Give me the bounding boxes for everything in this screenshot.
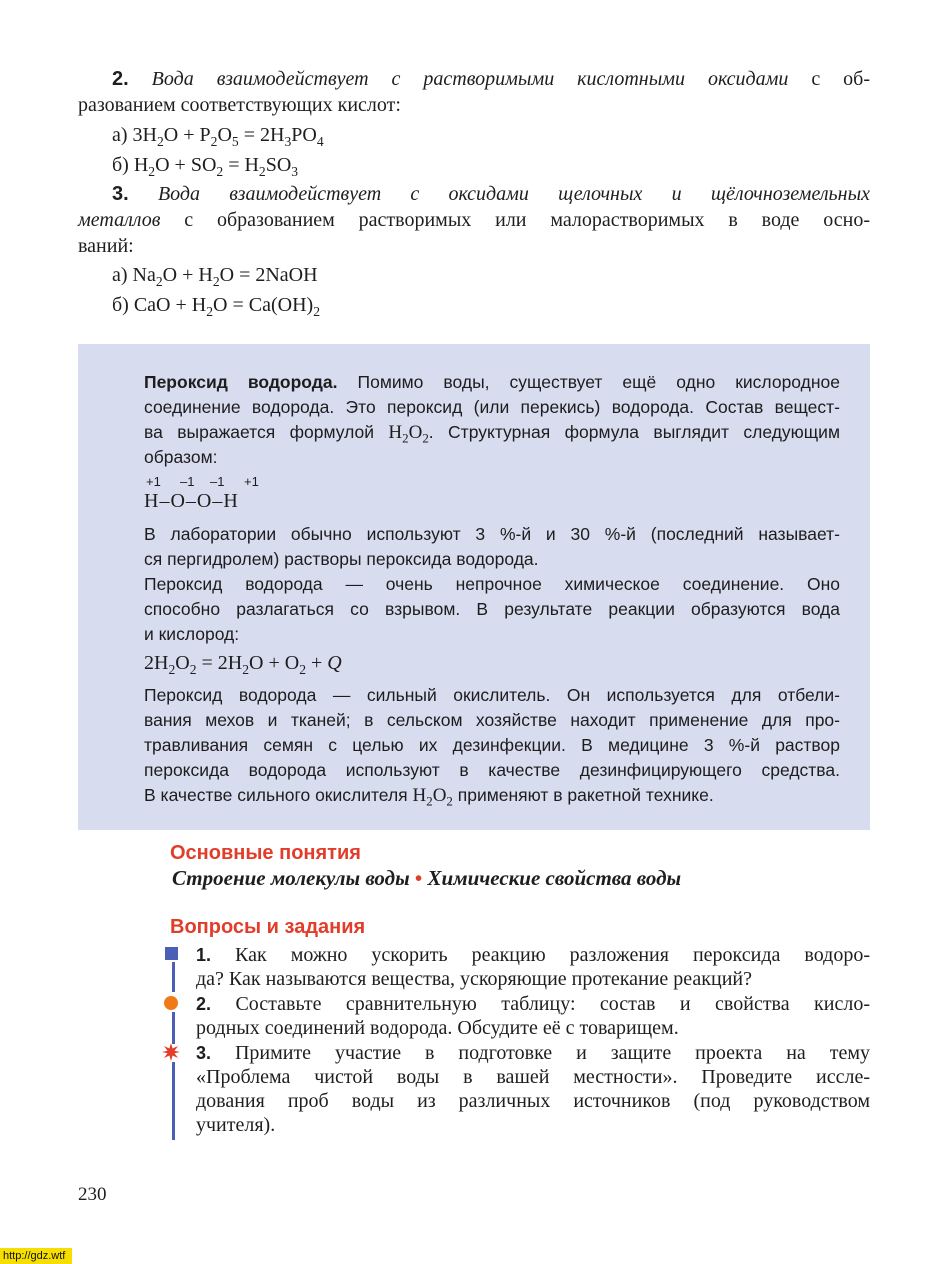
peroxide-intro-line-2: соединение водорода. Это пероксид (или перекись) водорода. Состав вещест- — [144, 397, 840, 417]
paragraph-3-line-1: 3. Вода взаимодействует с оксидами щелочных и щёлочноземельных — [112, 183, 870, 205]
peroxide-intro-line-3: ва выражается формулой $H_2O_2$. Структурная формула выглядит следующим — [144, 422, 840, 446]
key-concepts-heading: Основные понятия — [170, 842, 361, 864]
oxidation-state-o2: –1 — [210, 474, 225, 489]
oxidizer-last-line: В качестве сильного окислителя $H_2O_2$ применяют в ракетной технике. — [144, 785, 714, 809]
oxidation-states — [144, 474, 284, 490]
marker-line-1 — [172, 962, 175, 992]
oxidizer-paragraph: Пероксид водорода — сильный окислитель. Он используется для отбели- вания мехов и тканей; в сельском хозяйстве находит применение для про- травливания семян с целью их дезинфекции. В медицине 3 %-й раствор пероксида водорода используют в качестве дезинфицирующего средства. В качестве сильного окислителя $H_2O_2$ применяют в ракетной технике. — [144, 685, 840, 809]
source-link[interactable]: http://gdz.wtf — [0, 1248, 72, 1264]
oxidation-state-h1: +1 — [146, 474, 161, 489]
paragraph-3-line-2: металлов с образованием растворимых или малорастворимых в воде осно- — [78, 209, 870, 231]
equation-na2o: а) $Na_2O + H_2O$ = 2NaOH — [112, 264, 318, 289]
oxidation-state-o1: –1 — [180, 474, 195, 489]
question-3: 3. Примите участие в подготовке и защите проекта на тему «Проблема чистой воды в вашей местности». Проведите иссле- дования проб воды из различных источников (под руководством учителя). — [196, 1042, 870, 1136]
peroxide-intro — [144, 370, 840, 470]
paragraph-2-line-1: 2. Вода взаимодействует с растворимыми кислотными оксидами с об- — [112, 68, 871, 90]
oxidation-state-h2: +1 — [244, 474, 259, 489]
square-marker-icon — [165, 947, 178, 960]
h2o2-formula-2: $H_2O_2$ — [412, 785, 453, 809]
page-number: 230 — [78, 1184, 107, 1205]
circle-marker-icon — [164, 996, 178, 1010]
paragraph-3 — [78, 181, 870, 259]
marker-line-2 — [172, 1012, 175, 1044]
peroxide-intro-line-4: образом: — [144, 447, 218, 467]
key-concepts-list: Строение молекулы воды • Химические свойства воды — [172, 866, 682, 890]
h2o2-formula: $H_2O_2$ — [388, 422, 429, 446]
star-marker-icon — [162, 1043, 180, 1061]
equation-so2: б) $H_2O + SO_2 = H_2SO_3$ — [112, 154, 299, 179]
equation-cao: б) CaO + $H_2O = Ca(OH)_2$ — [112, 294, 320, 319]
instability-paragraph: Пероксид водорода — очень непрочное химическое соединение. Оно способно разлагаться со взрывом. В результате реакции образуются вода и кислород: — [144, 574, 840, 644]
equation-p2o5: а) $3H_2O + P_2O_5 = 2H_3PO_4$ — [112, 124, 324, 149]
marker-line-3 — [172, 1062, 175, 1140]
paragraph-2 — [78, 66, 870, 118]
questions-heading: Вопросы и задания — [170, 916, 366, 938]
concept-separator: • — [414, 866, 423, 890]
question-1: 1. Как можно ускорить реакцию разложения пероксида водоро- да? Как называются вещества, ускоряющие протекание реакций? — [196, 944, 870, 990]
paragraph-2-line-2: разованием соответствующих кислот: — [78, 94, 401, 116]
peroxide-intro-line-1: Пероксид водорода. Помимо воды, существует ещё одно кислородное — [144, 372, 840, 392]
question-2: 2. Составьте сравнительную таблицу: состав и свойства кисло- родных соединений водорода. Обсудите её с товарищем. — [196, 993, 870, 1039]
decomposition-equation: $2H_2O_2 = 2H_2O + O_2 + Q$ — [144, 652, 342, 677]
paragraph-3-line-3: ваний: — [78, 235, 134, 257]
lab-paragraph: В лаборатории обычно используют 3 %-й и 30 %-й (последний называет- ся пергидролем) растворы пероксида водорода. — [144, 524, 840, 569]
structural-formula: H–O–O–H — [144, 490, 239, 512]
